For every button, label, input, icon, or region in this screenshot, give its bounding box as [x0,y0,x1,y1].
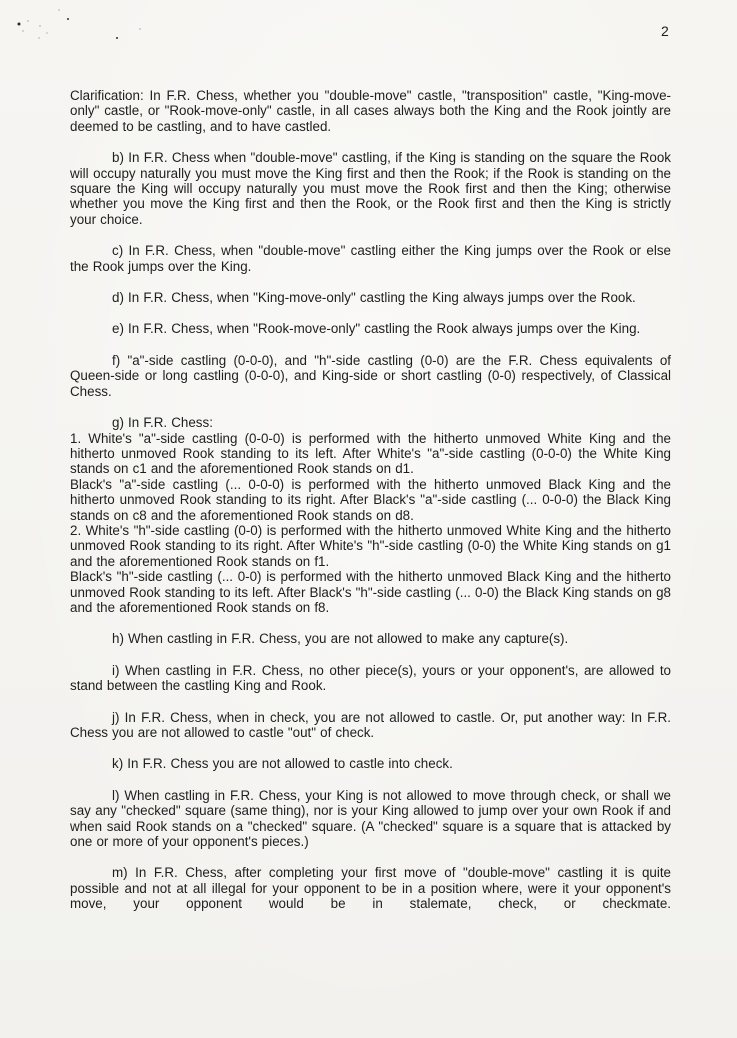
paragraph-item-e: e) In F.R. Chess, when "Rook-move-only" castling the Rook always jumps over the King. [112,321,641,337]
paragraph-item-j: j) In F.R. Chess, when in check, you are not allowed to castle. Or, put another way: In F.R. Chess you are not allowed to castle "out" of check. [70,709,671,740]
paragraph-item-k: k) In F.R. Chess you are not allowed to castle into check. [112,756,453,772]
paragraph-item-d: d) In F.R. Chess, when "King-move-only" castling the King always jumps over the Rook. [112,290,636,306]
paragraph-item-g-1-black: Black's "a"-side castling (... 0-0-0) is performed with the hitherto unmoved Black King and the hitherto unmoved Rook standing to its right. After Black's "a"-side castling (... 0-0-0) the Black King stands on c8 and the aforementioned Rook stands on d8. [70,476,671,523]
scan-speckles [0,0,2,2]
paragraph-item-c: c) In F.R. Chess, when "double-move" castling either the King jumps over the Rook or else the Rook jumps over the King. [70,243,671,274]
paragraph-item-g-1-white: 1. White's "a"-side castling (0-0-0) is performed with the hitherto unmoved White King and the hitherto unmoved Rook standing to its left. After White's "a"-side castling (0-0-0) the White King stands on c1 and the aforementioned Rook stands on d1. [70,430,671,477]
page-number: 2 [661,23,669,39]
paragraph-item-i: i) When castling in F.R. Chess, no other piece(s), yours or your opponent's, are allowed to stand between the castling King and Rook. [70,662,671,694]
paragraph-item-h: h) When castling in F.R. Chess, you are not allowed to make any capture(s). [112,631,569,647]
paragraph-item-f: f) "a"-side castling (0-0-0), and "h"-side castling (0-0) are the F.R. Chess equivalents of Queen-side or long castling (0-0-0), and King-side or short castling (0-0) respectively, of Classical Chess. [70,352,671,399]
paragraph-item-g-2-black: Black's "h"-side castling (... 0-0) is performed with the hitherto unmoved Black King and the hitherto unmoved Rook standing to its left. After Black's "h"-side castling (... 0-0) the Black King stands on g8 and the aforementioned Rook stands on f8. [70,569,671,615]
paragraph-item-g-heading: g) In F.R. Chess: [112,415,213,431]
paragraph-item-g-2-white: 2. White's "h"-side castling (0-0) is performed with the hitherto unmoved White King and the hitherto unmoved Rook standing to its right. After White's "h"-side castling (0-0) the White King stands on g1 and the aforementioned Rook stands on f1. [70,522,671,569]
paragraph-item-m: m) In F.R. Chess, after completing your first move of "double-move" castling it is quite possible and not at all illegal for your opponent to be in a position where, were it your opponent's move, your opponent would be in stalemate, check, or checkmate. [70,865,671,912]
document-body [70,88,671,928]
paragraph-clarification: Clarification: In F.R. Chess, whether you "double-move" castle, "transposition" castle, "King-move-only" castle, or "Rook-move-only" castle, in all cases always both the King and the Rook jointly are deemed to be castling, and to have castled. [70,88,671,134]
paragraph-item-b: b) In F.R. Chess when "double-move" castling, if the King is standing on the square the Rook will occupy naturally you must move the King first and then the Rook; if the Rook is standing on the square the King will occupy naturally you must move the Rook first and then the King; otherwise whether you move the King first and then the Rook, or the Rook first and then the King is strictly your choice. [70,150,671,227]
paragraph-item-l: l) When castling in F.R. Chess, your King is not allowed to move through check, or shall we say any "checked" square (same thing), nor is your King allowed to jump over your own Rook if and when said Rook stands on a "checked" square. (A "checked" square is a square that is attacked by one or more of your opponent's pieces.) [70,787,671,850]
